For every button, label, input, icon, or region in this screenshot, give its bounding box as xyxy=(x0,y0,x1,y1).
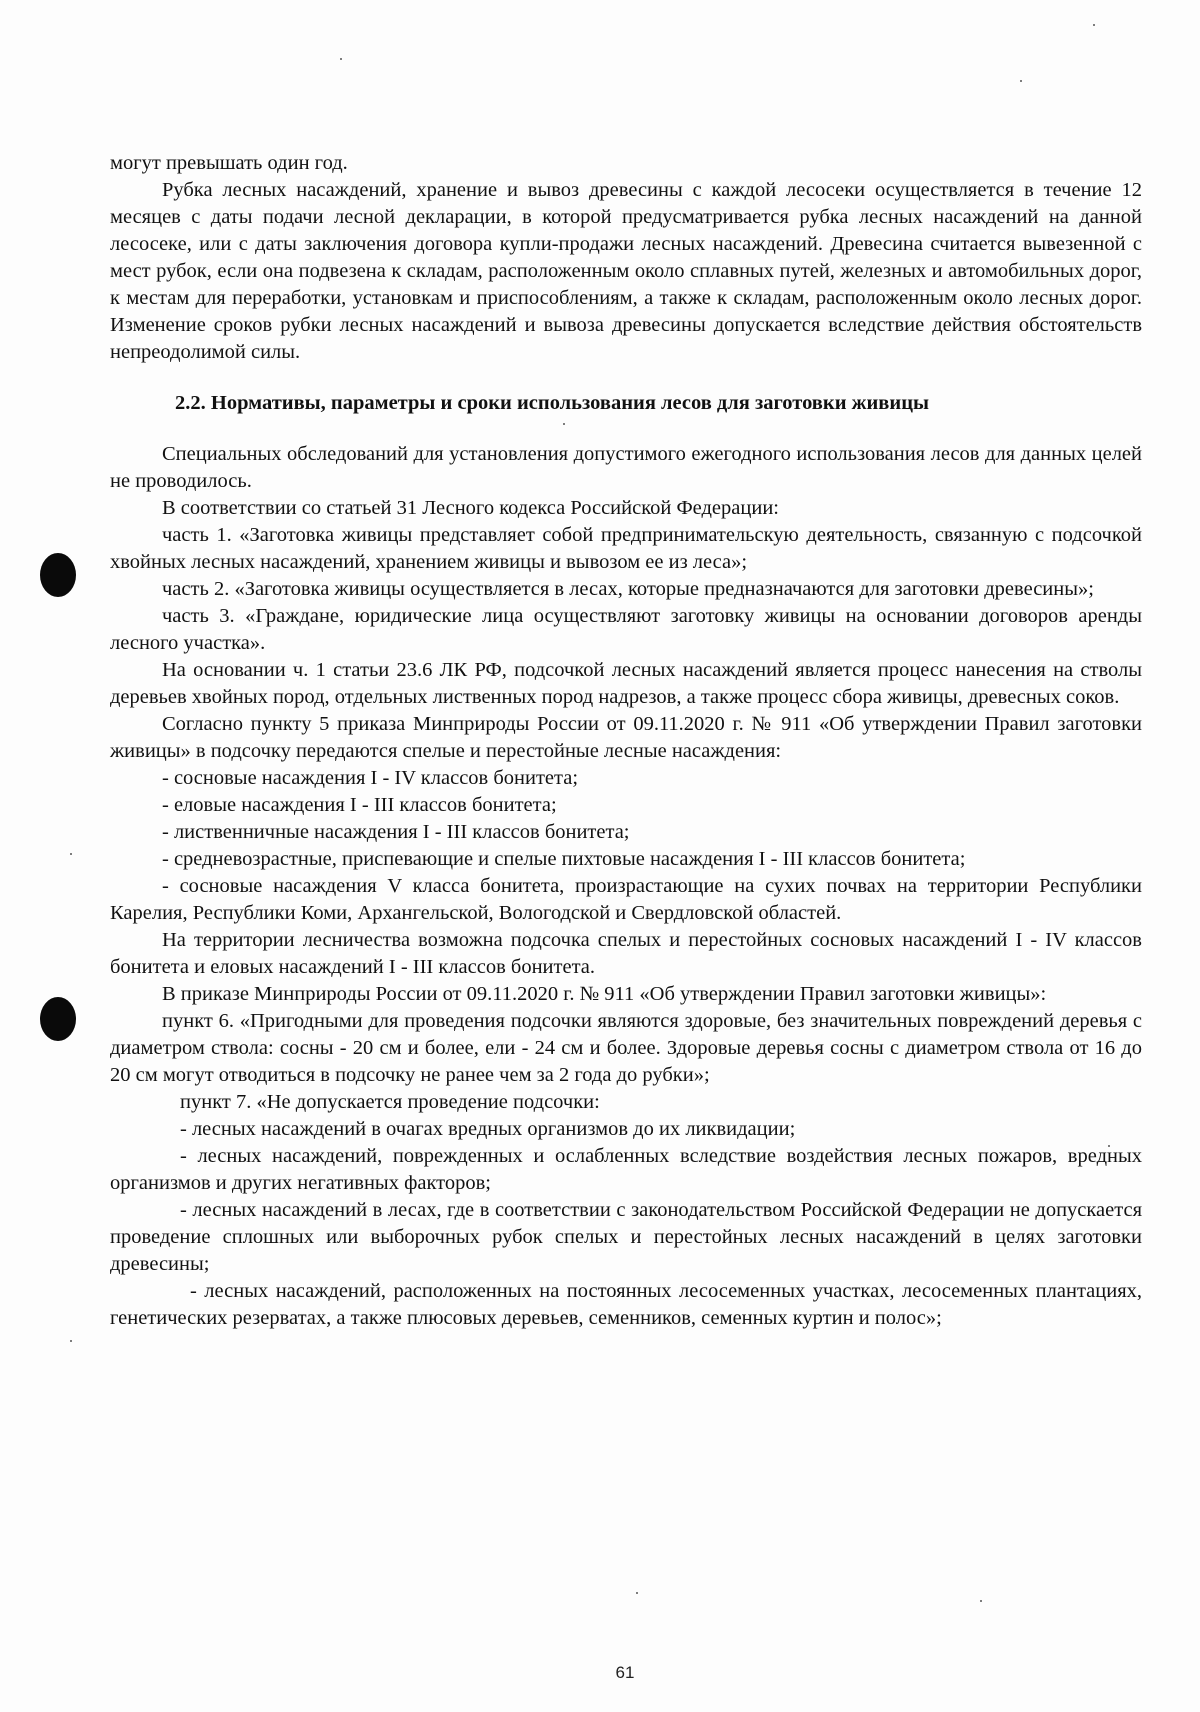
paragraph-part-2: часть 2. «Заготовка живицы осуществляется в лесах, которые предназначаются для заготовки древесины»; xyxy=(162,578,1094,600)
paragraph-order-911: В приказе Минприроды России от 09.11.2020 г. № 911 «Об утверждении Правил заготовки живицы»: xyxy=(162,983,1047,1005)
scan-speck xyxy=(1093,24,1095,26)
list-item: - сосновые насаждения I - IV классов бонитета; xyxy=(162,767,579,789)
paragraph-point-7: пункт 7. «Не допускается проведение подсочки: xyxy=(180,1091,600,1113)
paragraph-surveys: Специальных обследований для установления допустимого ежегодного использования лесов для данных целей не проводилось. xyxy=(110,443,1142,492)
paragraph-part-3: часть 3. «Граждане, юридические лица осуществляют заготовку живицы на основании договоров аренды лесного участка». xyxy=(110,605,1142,654)
scan-speck xyxy=(636,1592,638,1594)
paragraph-forestry-tapping: На территории лесничества возможна подсочка спелых и перестойных сосновых насаждений I - IV классов бонитета и еловых насаждений I - III классов бонитета. xyxy=(110,929,1142,978)
list-item: - лиственничные насаждения I - III классов бонитета; xyxy=(162,821,630,843)
punch-hole-bottom xyxy=(40,997,76,1041)
list-item: - лесных насаждений в очагах вредных организмов до их ликвидации; xyxy=(180,1118,796,1140)
list-item: - еловые насаждения I - III классов бонитета; xyxy=(162,794,557,816)
paragraph-order-point-5: Согласно пункту 5 приказа Минприроды России от 09.11.2020 г. № 911 «Об утверждении Правил заготовки живицы» в подсочку передаются спелые и перестойные лесные насаждения: xyxy=(110,713,1142,762)
paragraph-part-1: часть 1. «Заготовка живицы представляет собой предпринимательскую деятельность, связанную с подсочкой хвойных лесных насаждений, хранением живицы и вывозом ее из леса»; xyxy=(110,524,1142,573)
list-item: - лесных насаждений, расположенных на постоянных лесосеменных участках, лесосеменных плантациях, генетических резерватах, а также плюсовых деревьев, семенников, семенных куртин и полос»; xyxy=(110,1280,1142,1329)
scan-speck xyxy=(70,1340,72,1342)
paragraph-tapping-definition: На основании ч. 1 статьи 23.6 ЛК РФ, подсочкой лесных насаждений является процесс нанесения на стволы деревьев хвойных пород, отдельных лиственных пород надрезов, а также процесс сбора живицы, древесных соков. xyxy=(110,659,1142,708)
scan-speck xyxy=(980,1600,982,1602)
list-item: - лесных насаждений, поврежденных и ослабленных вследствие воздействия лесных пожаров, вредных организмов и других негативных факторов; xyxy=(110,1145,1142,1194)
punch-hole-top xyxy=(40,553,76,597)
document-body xyxy=(110,150,1142,1332)
scan-speck xyxy=(340,58,342,60)
paragraph-continuation: могут превышать один год. xyxy=(110,152,348,174)
list-item: - сосновые насаждения V класса бонитета, произрастающие на сухих почвах на территории Республики Карелия, Республики Коми, Архангельской, Вологодской и Свердловской областей. xyxy=(110,875,1142,924)
paragraph-article-31: В соответствии со статьей 31 Лесного кодекса Российской Федерации: xyxy=(162,497,779,519)
section-heading: 2.2. Нормативы, параметры и сроки использования лесов для заготовки живицы xyxy=(175,392,930,414)
paragraph-point-6: пункт 6. «Пригодными для проведения подсочки являются здоровые, без значительных повреждений деревья с диаметром ствола: сосны - 20 см и более, ели - 24 см и более. Здоровые деревья сосны с диаметром ствола от 16 до 20 см могут отводиться в подсочку не ранее чем за 2 года до рубки»; xyxy=(110,1010,1142,1086)
paragraph-felling-terms: Рубка лесных насаждений, хранение и вывоз древесины с каждой лесосеки осуществляется в течение 12 месяцев с даты подачи лесной декларации, в которой предусматривается рубка лесных насаждений на данной лесосеке, или с даты заключения договора купли-продажи лесных насаждений. Древесина считается вывезенной с мест рубок, если она подвезена к складам, расположенным около сплавных путей, железных и автомобильных дорог, к местам для переработки, установкам и приспособлениям, а также к складам, расположенным около лесных дорог. Изменение сроков рубки лесных насаждений и вывоза древесины допускается вследствие действия обстоятельств непреодолимой силы. xyxy=(110,179,1142,363)
list-item: - средневозрастные, приспевающие и спелые пихтовые насаждения I - III классов бонитета; xyxy=(162,848,966,870)
page-number: 61 xyxy=(615,1663,635,1682)
list-item: - лесных насаждений в лесах, где в соответствии с законодательством Российской Федерации не допускается проведение сплошных или выборочных рубок спелых и перестойных лесных насаждений в целях заготовки древесины; xyxy=(110,1199,1142,1275)
scan-speck xyxy=(70,853,72,855)
scan-speck xyxy=(1020,80,1022,82)
